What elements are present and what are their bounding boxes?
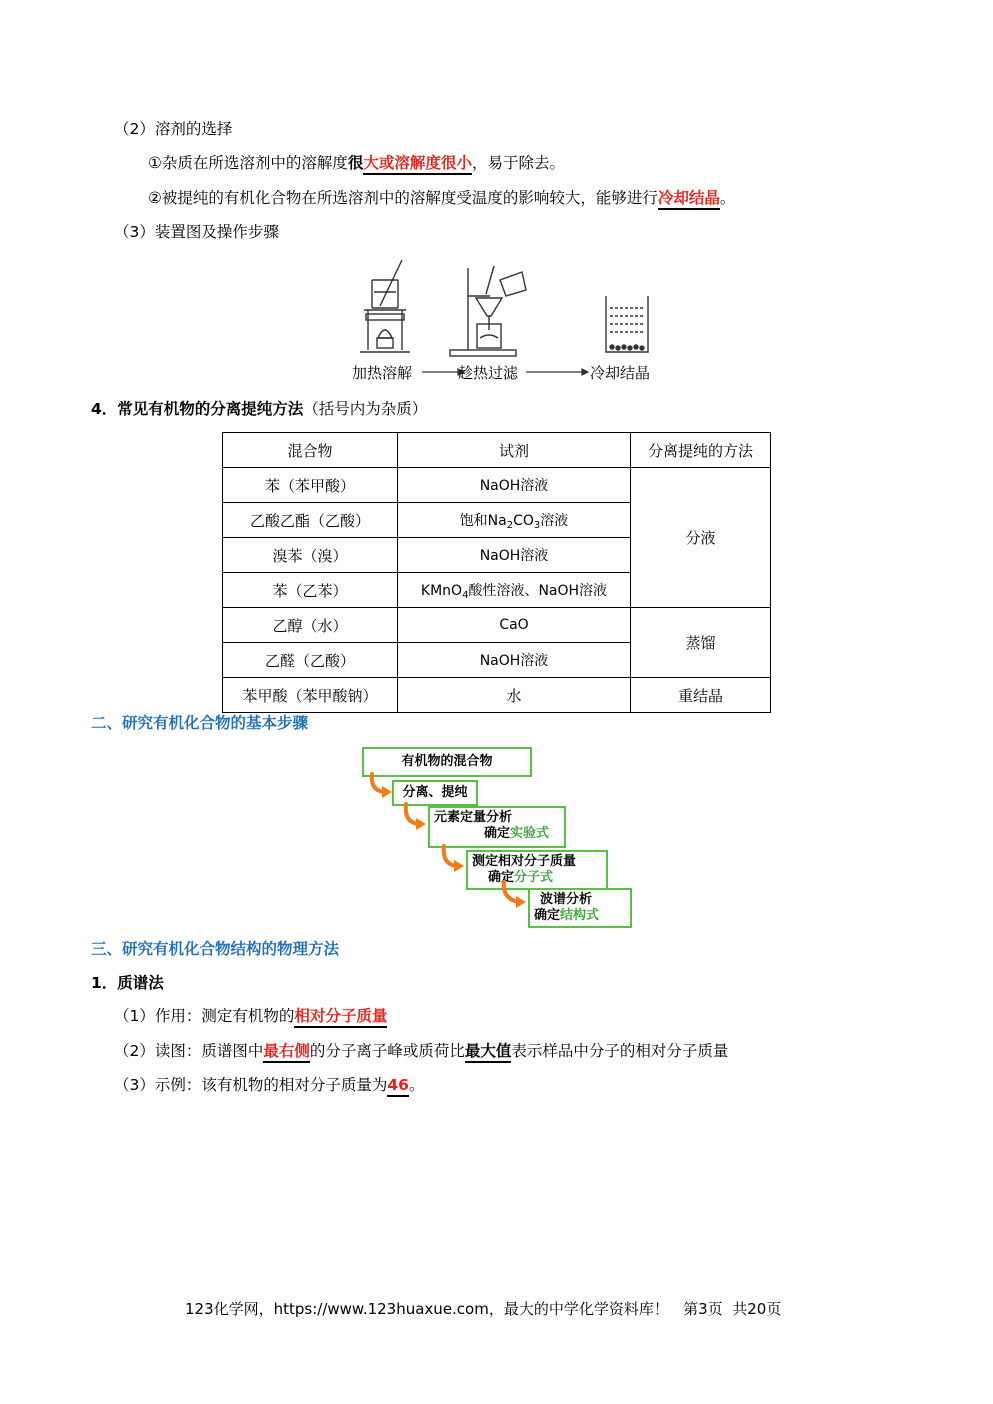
flow-box-spectral xyxy=(528,888,632,928)
step-label-1: 加热溶解 xyxy=(352,364,413,382)
mixture-cell: 苯甲酸（苯甲酸钠） xyxy=(223,678,398,713)
mixture-cell: 乙醇（水） xyxy=(223,608,398,643)
table-row xyxy=(223,608,771,643)
section-san-heading: 三、研究有机化合物结构的物理方法 xyxy=(91,940,340,958)
reagent-cell: NaOH溶液 xyxy=(398,643,631,678)
flow-box-mixture: 有机物的混合物 xyxy=(362,747,532,777)
table-header-row xyxy=(223,433,771,468)
solvent-heading: （2）溶剂的选择 xyxy=(114,120,233,138)
mass-spec-line-2: （2）读图：质谱图中最右侧的分子离子峰或质荷比最大值表示样品中分子的相对分子质量 xyxy=(114,1040,728,1062)
flow-arrows xyxy=(360,770,540,920)
reagent-cell: NaOH溶液 xyxy=(398,538,631,573)
table-row xyxy=(223,468,771,503)
mixture-cell: 溴苯（溴） xyxy=(223,538,398,573)
method-cell: 蒸馏 xyxy=(631,608,771,678)
mixture-cell: 苯（乙苯） xyxy=(223,573,398,608)
step-label-2: 趁热过滤 xyxy=(458,364,519,382)
flow-text: 波谱分析 xyxy=(540,892,593,907)
header-reagent: 试剂 xyxy=(398,433,631,468)
flow-text: 测定相对分子质量 xyxy=(472,854,577,869)
step-label-3: 冷却结晶 xyxy=(590,364,651,382)
flow-text: 元素定量分析 xyxy=(434,810,513,825)
page-footer: 123化学网，https://www.123huaxue.com，最大的中学化学资料库！ 第3页 共20页 xyxy=(185,1300,782,1318)
reagent-cell: 水 xyxy=(398,678,631,713)
apparatus-heading: （3）装置图及操作步骤 xyxy=(114,223,279,241)
mass-spec-heading: 1．质谱法 xyxy=(91,974,164,992)
mass-spec-line-1: （1）作用：测定有机物的相对分子质量 xyxy=(114,1005,387,1027)
flow-text: 确定实验式 xyxy=(484,826,550,841)
method-cell: 分液 xyxy=(631,468,771,608)
mixture-cell: 乙酸乙酯（乙酸） xyxy=(223,503,398,538)
filtration-apparatus-icon xyxy=(450,266,526,356)
header-method: 分离提纯的方法 xyxy=(631,433,771,468)
reagent-cell: KMnO$_4$酸性溶液、NaOH溶液 xyxy=(398,573,631,608)
table-row xyxy=(223,678,771,713)
heating-apparatus-icon xyxy=(360,260,410,352)
crystallization-beaker-icon xyxy=(606,296,648,352)
section-er-heading: 二、研究有机化合物的基本步骤 xyxy=(91,714,309,732)
reagent-cell: 饱和$Na_2CO_3$溶液 xyxy=(398,503,631,538)
reagent-cell: NaOH溶液 xyxy=(398,468,631,503)
flow-text: 确定结构式 xyxy=(534,908,600,923)
separation-heading: 4．常见有机物的分离提纯方法（括号内为杂质） xyxy=(91,400,428,418)
header-mixture: 混合物 xyxy=(223,433,398,468)
mixture-cell: 苯（苯甲酸） xyxy=(223,468,398,503)
mixture-cell: 乙醛（乙酸） xyxy=(223,643,398,678)
reagent-cell: CaO xyxy=(398,608,631,643)
separation-table xyxy=(222,432,771,713)
flow-text: 确定分子式 xyxy=(488,870,554,885)
solvent-item-1: ①杂质在所选溶剂中的溶解度很大或溶解度很小，易于除去。 xyxy=(148,152,565,174)
mass-spec-line-3: （3）示例：该有机物的相对分子质量为46。 xyxy=(114,1074,424,1096)
flow-box-separation: 分离、提纯 xyxy=(392,780,478,806)
flow-arrow-icon xyxy=(504,882,518,902)
solvent-item-2: ②被提纯的有机化合物在所选溶剂中的溶解度受温度的影响较大，能够进行冷却结晶。 xyxy=(148,187,735,209)
method-cell: 重结晶 xyxy=(631,678,771,713)
